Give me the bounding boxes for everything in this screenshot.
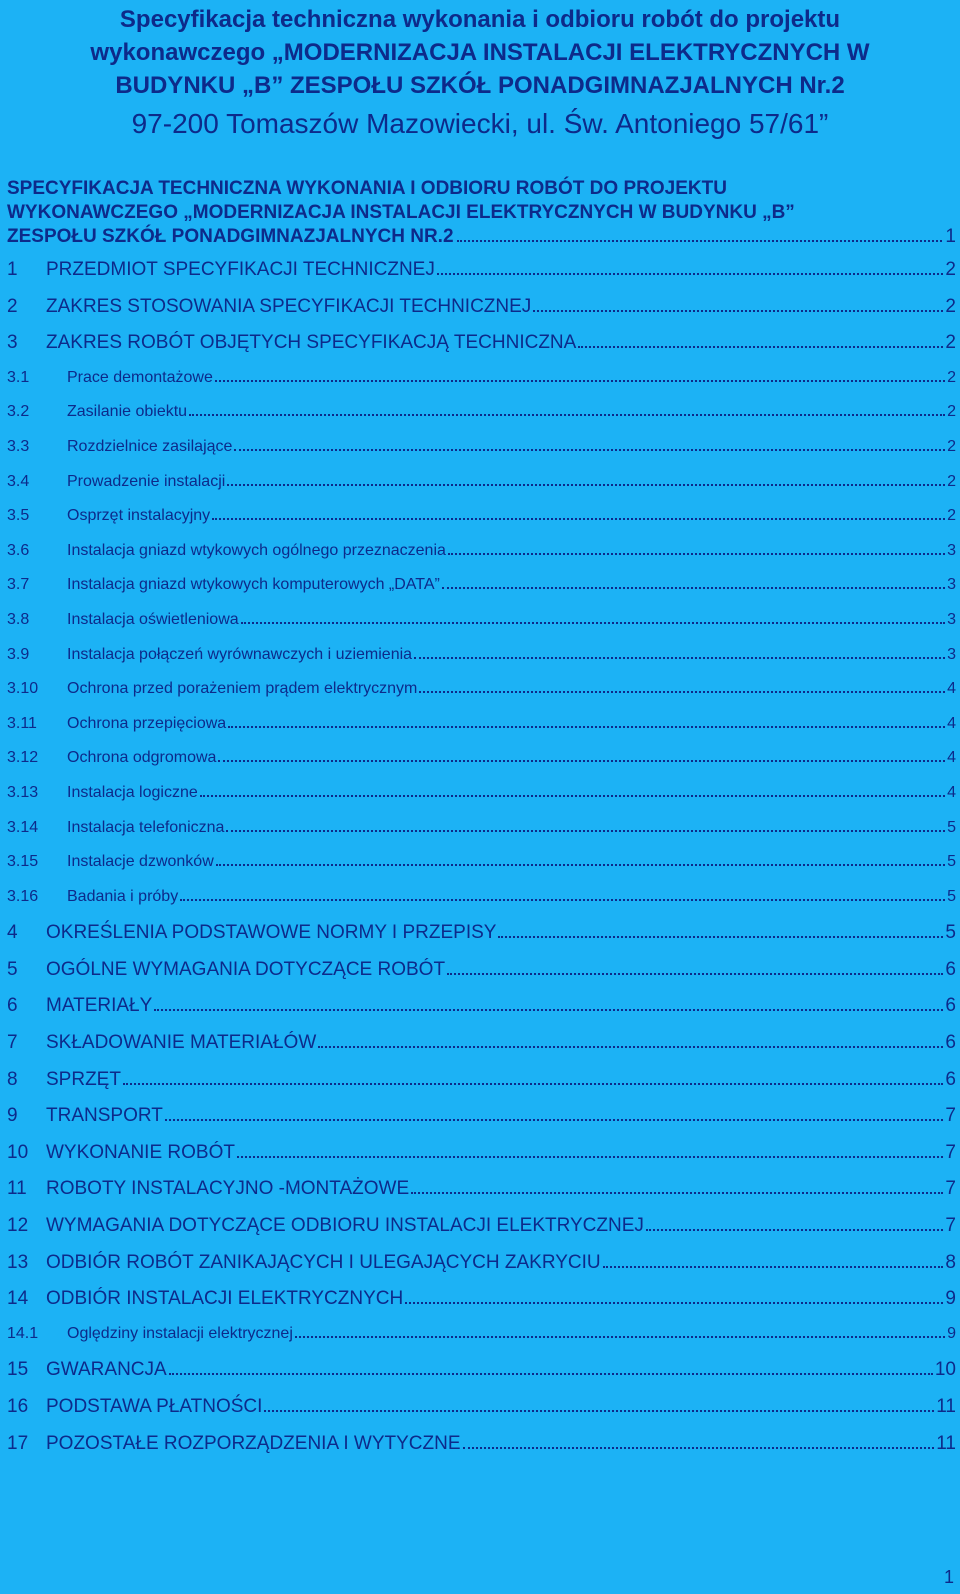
dot-leader (234, 449, 945, 451)
dot-leader (227, 484, 945, 486)
dot-leader (437, 273, 944, 275)
toc-entry-label: SPRZĘT (46, 1068, 121, 1090)
dot-leader (180, 899, 945, 901)
page-number: 1 (943, 1567, 954, 1587)
toc-entry[interactable] (7, 819, 956, 854)
toc-entry-label: SKŁADOWANIE MATERIAŁÓW (46, 1032, 317, 1054)
toc-entry-number: 3.8 (7, 610, 30, 628)
toc-entry-number: 3.16 (7, 887, 39, 905)
toc-entry-label: TRANSPORT (46, 1105, 163, 1127)
dot-leader (498, 936, 943, 938)
toc-entry[interactable] (7, 1105, 956, 1142)
dot-leader (123, 1083, 943, 1085)
toc-entry-label: Oględziny instalacji elektrycznej (67, 1324, 293, 1342)
toc-entry-number: 3.11 (7, 714, 37, 732)
toc-entry-label: WYMAGANIA DOTYCZĄCE ODBIORU INSTALACJI ELEKTRYCZNEJ (46, 1215, 644, 1237)
toc-entry-label: Instalacja logiczne (67, 783, 198, 801)
toc-entry-label: Instalacja oświetleniowa (67, 610, 239, 628)
dot-leader (405, 1302, 943, 1304)
toc-entry-number: 10 (7, 1141, 29, 1163)
toc-entry[interactable] (7, 542, 956, 577)
toc-entry-label: OGÓLNE WYMAGANIA DOTYCZĄCE ROBÓT (46, 958, 446, 980)
toc-entry-page: 6 (945, 958, 956, 980)
toc-entry[interactable] (7, 1142, 956, 1179)
toc-entry[interactable] (7, 611, 956, 646)
toc-entry-page: 2 (945, 332, 956, 354)
toc-entry[interactable] (7, 403, 956, 438)
toc-entry-label: ZAKRES ROBÓT OBJĘTYCH SPECYFIKACJĄ TECHNICZNA (46, 332, 577, 354)
toc-entry-label: MATERIAŁY (46, 995, 153, 1017)
toc-entry-number: 4 (7, 922, 18, 944)
toc-entry-number: 2 (7, 295, 18, 317)
toc-entry-page: 4 (947, 783, 956, 801)
toc-entry[interactable] (7, 995, 956, 1032)
toc-entry-label: Badania i próby (67, 887, 179, 905)
toc-entry-page: 4 (947, 680, 956, 698)
table-of-contents (7, 177, 956, 1469)
toc-entry-page: 2 (947, 368, 956, 386)
toc-entry-number: 17 (7, 1432, 29, 1454)
dot-leader (295, 1336, 945, 1338)
dot-leader (463, 1447, 935, 1449)
toc-entry-number: 8 (7, 1068, 18, 1090)
dot-leader (216, 864, 945, 866)
dot-leader (154, 1009, 943, 1011)
toc-entry[interactable] (7, 1215, 956, 1252)
toc-entry[interactable] (7, 1178, 956, 1215)
toc-heading-line-3: ZESPOŁU SZKÓŁ PONADGIMNAZJALNYCH NR.2 (7, 226, 454, 247)
toc-entry-page: 2 (947, 437, 956, 455)
toc-entry-label: Prace demontażowe (67, 368, 213, 386)
toc-entry[interactable] (7, 369, 956, 404)
toc-entry-page: 5 (947, 853, 956, 871)
dot-leader (264, 1410, 934, 1412)
toc-entry-page: 7 (945, 1215, 956, 1237)
toc-entry-page: 11 (936, 1432, 956, 1454)
toc-entry-page: 8 (945, 1251, 956, 1273)
toc-entry-number: 3.10 (7, 680, 39, 698)
title-line-3: BUDYNKU „B” ZESPOŁU SZKÓŁ PONADGIMNAZJALNYCH Nr.2 (115, 72, 845, 99)
toc-entry[interactable] (7, 1359, 956, 1396)
toc-entry-page: 4 (947, 749, 956, 767)
toc-entry[interactable] (7, 296, 956, 333)
toc-entry-page: 5 (947, 818, 956, 836)
dot-leader (646, 1229, 944, 1231)
dot-leader (169, 1373, 933, 1375)
toc-entry-label: Instalacja połączeń wyrównawczych i uziemienia (67, 645, 413, 663)
toc-entry-label: Zasilanie obiektu (67, 403, 188, 421)
toc-entry-page: 3 (947, 610, 956, 628)
toc-entry[interactable] (7, 473, 956, 508)
toc-entry-number: 3.12 (7, 749, 39, 767)
toc-entry-label: ROBOTY INSTALACYJNO -MONTAŻOWE (46, 1178, 410, 1200)
toc-entry-label: GWARANCJA (46, 1359, 167, 1381)
title-line-2: wykonawczego „MODERNIZACJA INSTALACJI ELEKTRYCZNYCH W (90, 39, 870, 66)
toc-entry-label: Osprzęt instalacyjny (67, 507, 211, 525)
toc-entry-label: Rozdzielnice zasilające (67, 437, 233, 455)
toc-heading-line-2: WYKONAWCZEGO „MODERNIZACJA INSTALACJI ELEKTRYCZNYCH W BUDYNKU „B” (7, 202, 795, 223)
dot-leader (189, 414, 945, 416)
dot-leader (533, 310, 943, 312)
toc-entry-label: ODBIÓR INSTALACJI ELEKTRYCZNYCH (46, 1288, 404, 1310)
toc-entry-page: 3 (947, 576, 956, 594)
toc-entry[interactable] (7, 959, 956, 996)
toc-entry-number: 12 (7, 1215, 29, 1237)
toc-entry-label: Instalacja gniazd wtykowych komputerowych „DATA” (67, 576, 440, 594)
toc-entry-page: 7 (945, 1141, 956, 1163)
toc-entry-label: Instalacje dzwonków (67, 853, 214, 871)
title-address: 97-200 Tomaszów Mazowiecki, ul. Św. Antoniego 57/61” (131, 108, 829, 139)
dot-leader (457, 240, 943, 242)
toc-entry-page: 6 (945, 995, 956, 1017)
toc-entry[interactable] (7, 1288, 956, 1325)
toc-entry[interactable] (7, 438, 956, 473)
toc-entry-label: Instalacja telefoniczna (67, 818, 225, 836)
toc-entry-page: 2 (947, 507, 956, 525)
toc-entry-label: PODSTAWA PŁATNOŚCI (46, 1396, 263, 1417)
toc-entry-number: 3.7 (7, 576, 30, 594)
toc-entry[interactable] (7, 922, 956, 959)
toc-entry[interactable] (7, 259, 956, 296)
toc-entry-number: 3.6 (7, 541, 30, 559)
dot-leader (237, 1156, 943, 1158)
dot-leader (212, 518, 945, 520)
toc-entry-label: Instalacja gniazd wtykowych ogólnego przeznaczenia (67, 541, 446, 559)
toc-entry-label: ODBIÓR ROBÓT ZANIKAJĄCYCH I ULEGAJĄCYCH ZAKRYCIU (46, 1251, 601, 1273)
toc-entry-number: 7 (7, 1032, 18, 1054)
toc-entry[interactable] (7, 1069, 956, 1106)
toc-entry[interactable] (7, 680, 956, 715)
toc-entry-number: 3.13 (7, 783, 39, 801)
toc-entry-page: 7 (945, 1178, 956, 1200)
toc-entry-number: 5 (7, 958, 18, 980)
toc-entry-number: 3.15 (7, 853, 39, 871)
toc-entry-number: 3.1 (7, 368, 30, 386)
dot-leader (411, 1192, 943, 1194)
toc-entry-label: Prowadzenie instalacji (67, 472, 226, 490)
toc-entry[interactable] (7, 507, 956, 542)
toc-entry[interactable] (7, 332, 956, 369)
toc-entry-number: 11 (7, 1178, 27, 1200)
dot-leader (228, 726, 945, 728)
toc-heading-line-1: SPECYFIKACJA TECHNICZNA WYKONANIA I ODBIORU ROBÓT DO PROJEKTU (7, 178, 727, 199)
toc-entry-page: 3 (947, 541, 956, 559)
toc-entry-label: Ochrona przed porażeniem prądem elektrycznym (67, 680, 418, 698)
toc-entry[interactable] (7, 576, 956, 611)
toc-entry-number: 3.4 (7, 472, 30, 490)
toc-entry[interactable] (7, 715, 956, 750)
toc-entry-page: 11 (936, 1396, 956, 1417)
dot-leader (448, 553, 945, 555)
toc-entry-page: 6 (945, 1068, 956, 1090)
toc-entry-page: 7 (945, 1105, 956, 1127)
toc-entry-page: 2 (947, 403, 956, 421)
toc-entry-label: POZOSTAŁE ROZPORZĄDZENIA I WYTYCZNE (46, 1432, 461, 1454)
toc-entry-number: 3.9 (7, 645, 30, 663)
dot-leader (165, 1119, 944, 1121)
dot-leader (419, 691, 945, 693)
toc-entry[interactable] (7, 1396, 956, 1433)
dot-leader (226, 830, 945, 832)
toc-entry-label: OKREŚLENIA PODSTAWOWE NORMY I PRZEPISY (46, 922, 497, 944)
toc-heading-page: 1 (945, 226, 956, 247)
toc-entry-page: 6 (945, 1032, 956, 1054)
toc-entry-page: 2 (945, 295, 956, 317)
toc-entry-number: 14.1 (7, 1324, 39, 1342)
toc-entry-page: 10 (934, 1359, 956, 1381)
toc-entry[interactable] (7, 784, 956, 819)
title-line-1: Specyfikacja techniczna wykonania i odbioru robót do projektu (119, 6, 841, 33)
toc-entry-page: 5 (945, 922, 956, 944)
dot-leader (318, 1046, 943, 1048)
toc-entry-number: 3.14 (7, 818, 39, 836)
toc-entry[interactable] (7, 853, 956, 888)
toc-entry-page: 2 (945, 259, 956, 280)
toc-entry-number: 3 (7, 332, 18, 354)
toc-entry-page: 9 (947, 1324, 956, 1342)
dot-leader (200, 795, 945, 797)
toc-entry[interactable] (7, 888, 956, 923)
document-title (0, 0, 960, 146)
toc-entry-label: ZAKRES STOSOWANIA SPECYFIKACJI TECHNICZNEJ (46, 295, 532, 317)
toc-entry-number: 16 (7, 1396, 29, 1417)
toc-entry[interactable] (7, 646, 956, 681)
dot-leader (447, 973, 943, 975)
toc-entry[interactable] (7, 1433, 956, 1470)
toc-entry-number: 1 (7, 259, 18, 280)
dot-leader (442, 587, 945, 589)
toc-entry-label: PRZEDMIOT SPECYFIKACJI TECHNICZNEJ (46, 259, 435, 280)
toc-entry-label: WYKONANIE ROBÓT (46, 1141, 235, 1163)
toc-entry-number: 14 (7, 1288, 29, 1310)
toc-entry-page: 3 (947, 645, 956, 663)
dot-leader (218, 760, 945, 762)
dot-leader (215, 380, 945, 382)
dot-leader (241, 622, 945, 624)
toc-entry-number: 3.3 (7, 437, 30, 455)
toc-entry-number: 3.5 (7, 507, 30, 525)
toc-entry[interactable] (7, 749, 956, 784)
dot-leader (578, 346, 943, 348)
dot-leader (603, 1266, 944, 1268)
toc-entry-label: Ochrona przepięciowa (67, 714, 227, 732)
toc-entry-number: 15 (7, 1359, 29, 1381)
toc-entry[interactable] (7, 1325, 956, 1360)
dot-leader (414, 657, 945, 659)
toc-entry-page: 2 (947, 472, 956, 490)
toc-entry-number: 3.2 (7, 403, 30, 421)
toc-entry-page: 4 (947, 714, 956, 732)
toc-entry[interactable] (7, 1252, 956, 1289)
toc-entry-label: Ochrona odgromowa (67, 749, 217, 767)
toc-heading-entry[interactable] (7, 177, 956, 249)
toc-entry-page: 9 (945, 1288, 956, 1310)
toc-entry-number: 9 (7, 1105, 18, 1127)
toc-entry-number: 13 (7, 1251, 29, 1273)
toc-entry[interactable] (7, 1032, 956, 1069)
toc-entry-number: 6 (7, 995, 18, 1017)
toc-entry-page: 5 (947, 887, 956, 905)
